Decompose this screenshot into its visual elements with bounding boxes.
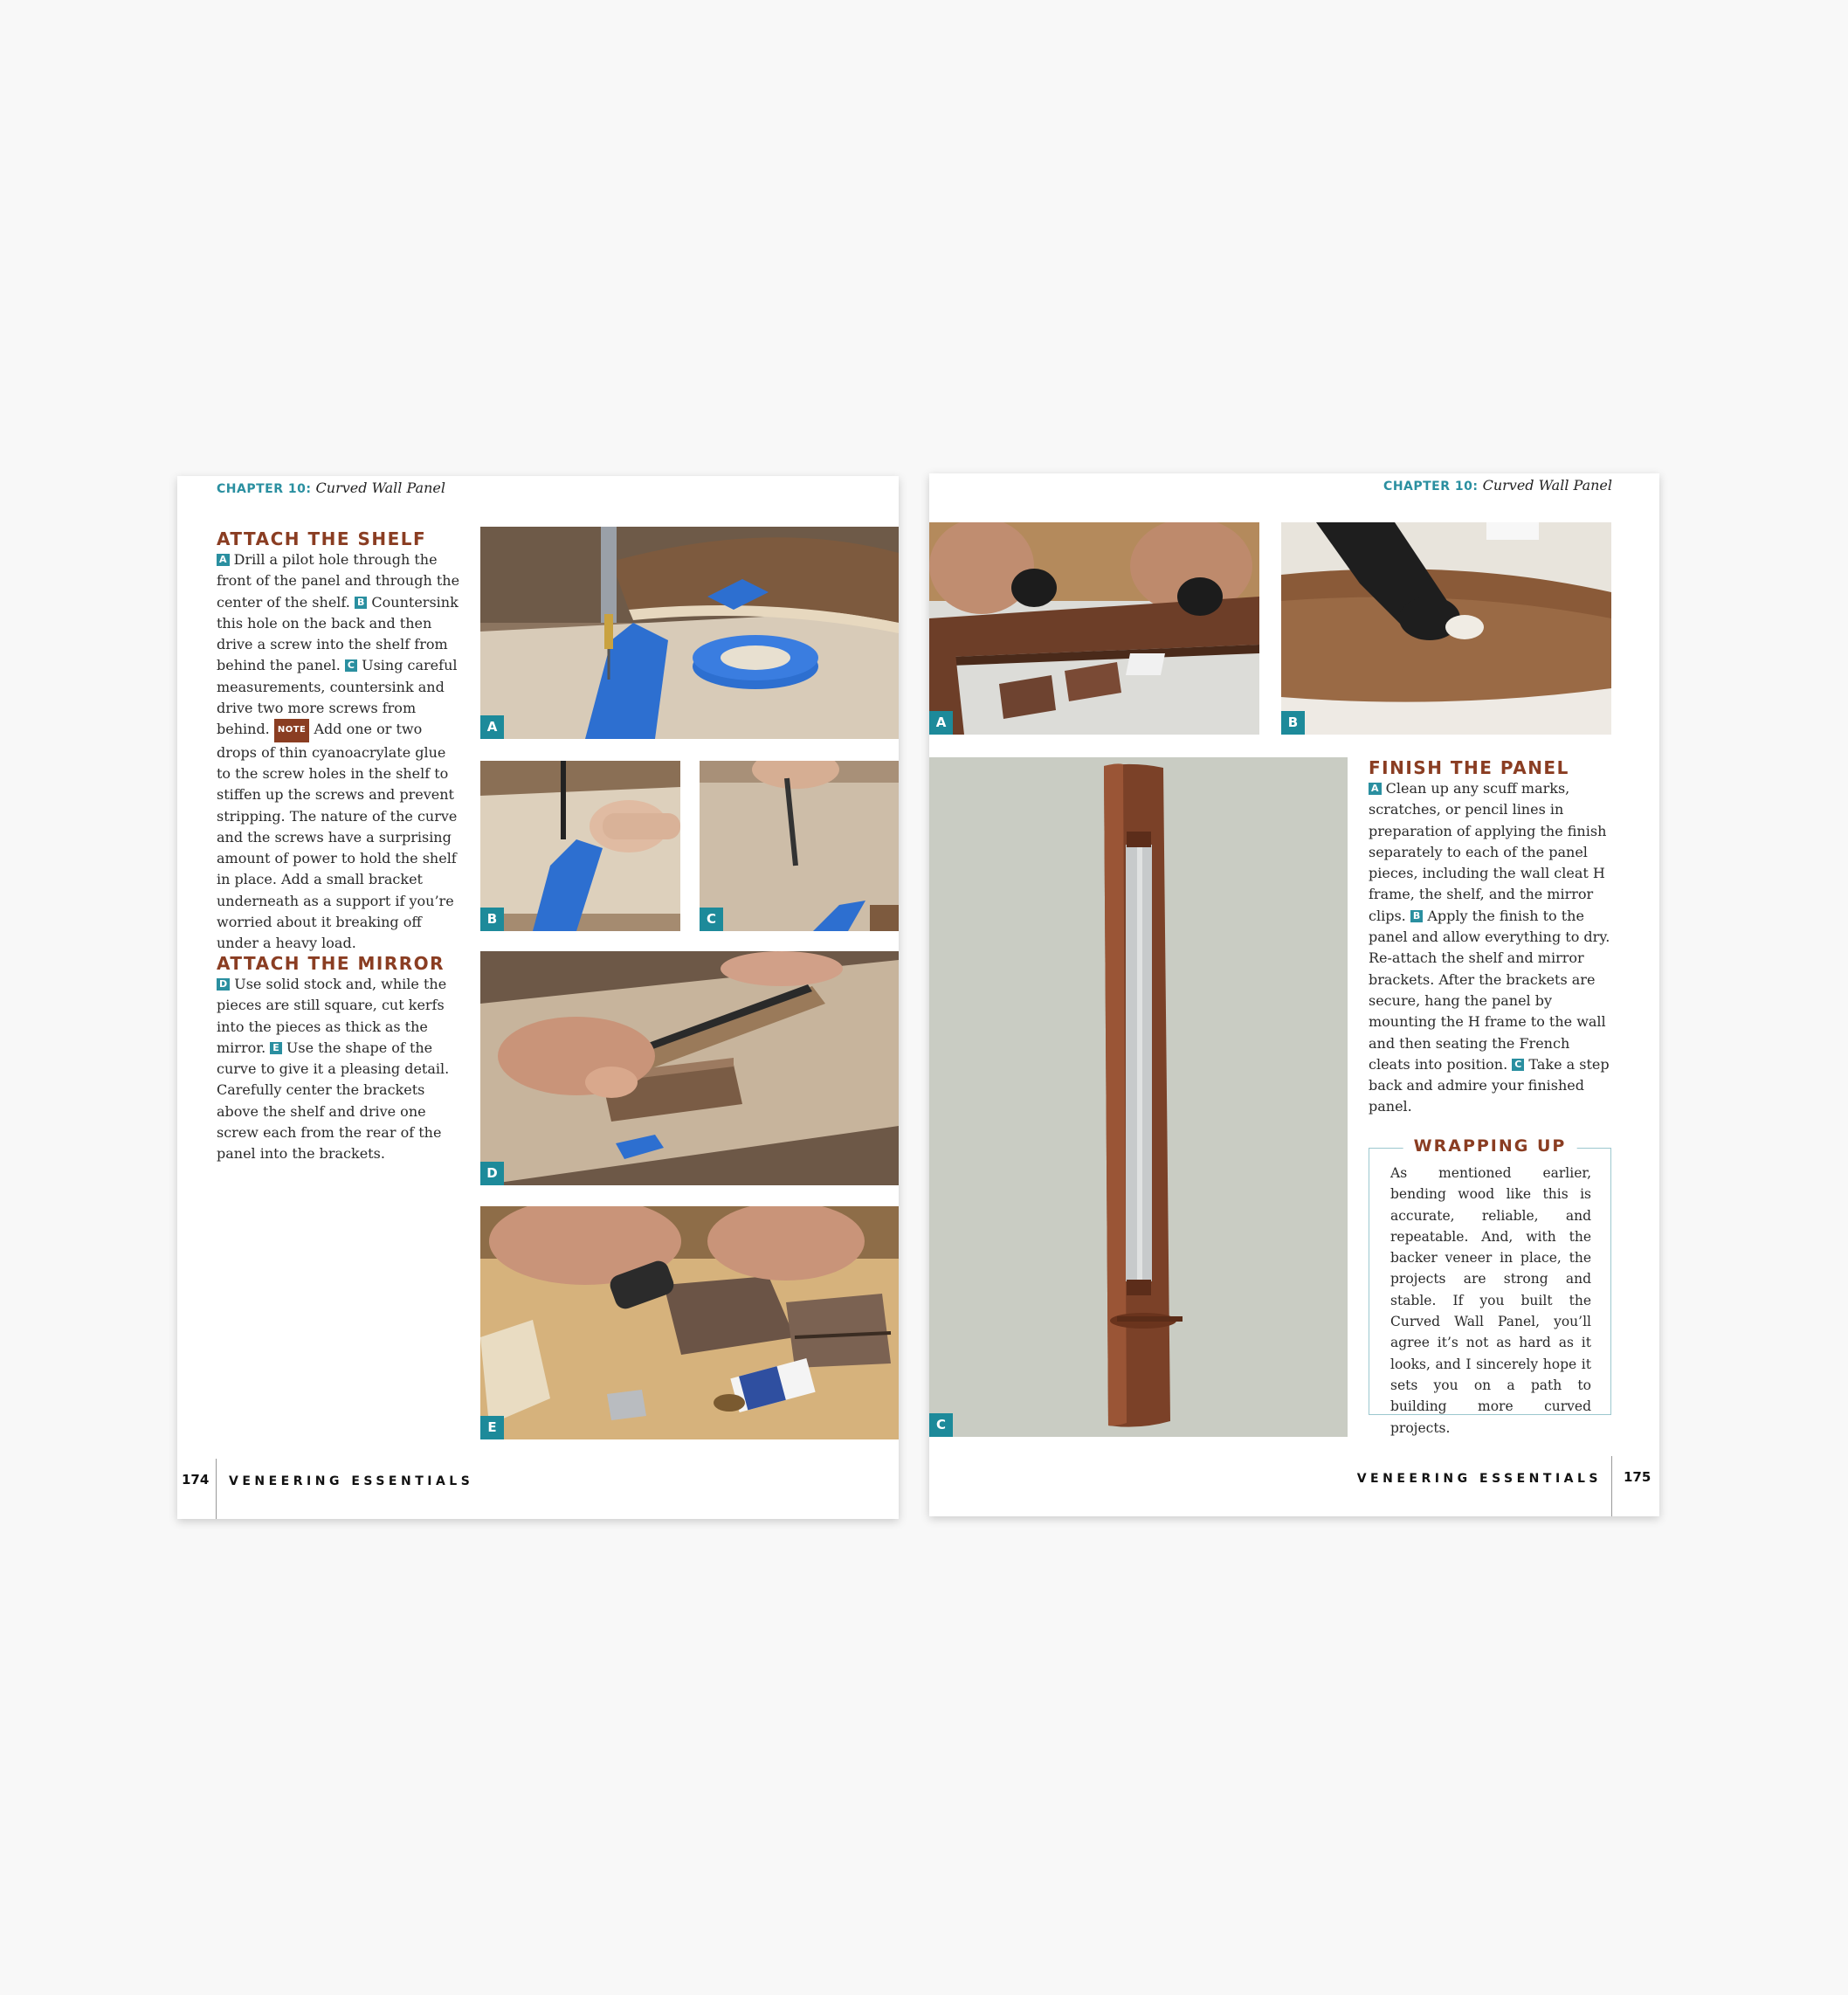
- photo-label-e: E: [480, 1416, 504, 1439]
- footer-rule: [216, 1459, 217, 1519]
- step-text-d: Use solid stock and, while the pieces are still square, cut kerfs into the pieces as thick as the mirror.: [217, 976, 447, 1056]
- photo-label-c: C: [929, 1413, 953, 1437]
- finish-panel-section: [1369, 757, 1615, 1118]
- photo-bracket-shaping: [480, 1206, 899, 1439]
- photo-mirror-kerf: [480, 951, 899, 1185]
- book-title-left: VENEERING ESSENTIALS: [229, 1474, 474, 1488]
- step-badge-b: B: [1410, 910, 1423, 922]
- step-text-c: Take a step back and admire your finished panel.: [1369, 1055, 1610, 1115]
- step-text-e: Use the shape of the curve to give it a pleasing detail. Carefully center the brackets above the shelf and drive one screw each from the rear of the panel into the brackets.: [217, 1039, 450, 1163]
- step-text-a: Drill a pilot hole through the front of the panel and through the center of the shelf.: [217, 551, 460, 611]
- photo-label-b: B: [480, 908, 504, 931]
- note-badge: NOTE: [274, 719, 310, 742]
- photo-finished-panel: [929, 757, 1348, 1437]
- finish-panel-heading: FINISH THE PANEL: [1369, 757, 1569, 778]
- chapter-label: CHAPTER 10:: [1383, 480, 1479, 494]
- attach-shelf-text: [217, 549, 461, 955]
- note-text: Add one or two drops of thin cyanoacrylate glue to the screw holes in the shelf to stiffen up the screws and prevent stripping. The nature of the curve and the screws have a surprising amount of power to hold the shelf in place. Add a small bracket underneath as a support if you’re worried about it breaking off under a heavy load.: [217, 721, 458, 952]
- finish-panel-text: [1369, 778, 1615, 1118]
- photo-screw-shelf: [700, 761, 899, 931]
- running-head-left: [217, 480, 445, 496]
- wrapping-up-text: As mentioned earlier, bending wood like this is accurate, reliable, and repeatable. And, with the backer veneer in place, the projects are strong and stable. If you built the Curved Wall Panel, you’ll agree it’s not as hard as it looks, and I sincerely hope it sets you on a path to building more curved projects.: [1390, 1165, 1591, 1436]
- attach-mirror-heading: ATTACH THE MIRROR: [217, 953, 445, 974]
- right-page: [929, 473, 1659, 1516]
- step-badge-e: E: [270, 1042, 282, 1054]
- step-badge-b: B: [355, 597, 367, 609]
- step-text-c: Using careful measurements, countersink and drive two more screws from behind.: [217, 657, 458, 738]
- chapter-label: CHAPTER 10:: [217, 482, 312, 496]
- page-footer-left: [182, 1471, 209, 1488]
- running-head-right: [1383, 477, 1612, 494]
- step-text-b: Countersink this hole on the back and then drive a screw into the shelf from behind the panel.: [217, 593, 459, 674]
- photo-label-d: D: [480, 1162, 504, 1185]
- step-badge-d: D: [217, 978, 230, 991]
- step-text-a: Clean up any scuff marks, scratches, or pencil lines in preparation of applying the finish separately to each of the panel pieces, including the wall cleat H frame, the shelf, and the mirror clips.: [1369, 780, 1607, 924]
- step-badge-c: C: [345, 659, 357, 672]
- page-number: 175: [1624, 1469, 1651, 1485]
- page-footer-right: [1624, 1468, 1651, 1485]
- step-badge-c: C: [1512, 1059, 1524, 1071]
- step-badge-a: A: [217, 554, 230, 566]
- attach-shelf-section: [217, 528, 461, 955]
- photo-drill-pilot-hole: [480, 527, 899, 739]
- page-number: 174: [182, 1472, 210, 1488]
- photo-label-b: B: [1281, 711, 1305, 735]
- photo-label-a: A: [480, 715, 504, 739]
- photo-apply-finish: [1281, 522, 1611, 735]
- attach-mirror-section: [217, 953, 461, 1165]
- photo-label-a: A: [929, 711, 953, 735]
- attach-mirror-text: [217, 974, 461, 1165]
- chapter-title: Curved Wall Panel: [1482, 477, 1612, 494]
- chapter-title: Curved Wall Panel: [315, 480, 445, 496]
- attach-shelf-heading: ATTACH THE SHELF: [217, 528, 427, 549]
- step-text-b: Apply the finish to the panel and allow everything to dry. Re-attach the shelf and mirror brackets. After the brackets are secure, hang the panel by mounting the H frame to the wall and then seating the French cleats into position.: [1369, 907, 1610, 1073]
- photo-label-c: C: [700, 908, 723, 931]
- book-title-right: VENEERING ESSENTIALS: [1356, 1472, 1602, 1486]
- photo-countersink: [480, 761, 680, 931]
- left-page: [177, 476, 899, 1519]
- footer-rule: [1611, 1456, 1612, 1516]
- photo-finish-panel: [929, 522, 1259, 735]
- step-badge-a: A: [1369, 783, 1382, 795]
- wrapping-up-box: [1369, 1136, 1611, 1436]
- wrapping-up-title: WRAPPING UP: [1403, 1136, 1577, 1156]
